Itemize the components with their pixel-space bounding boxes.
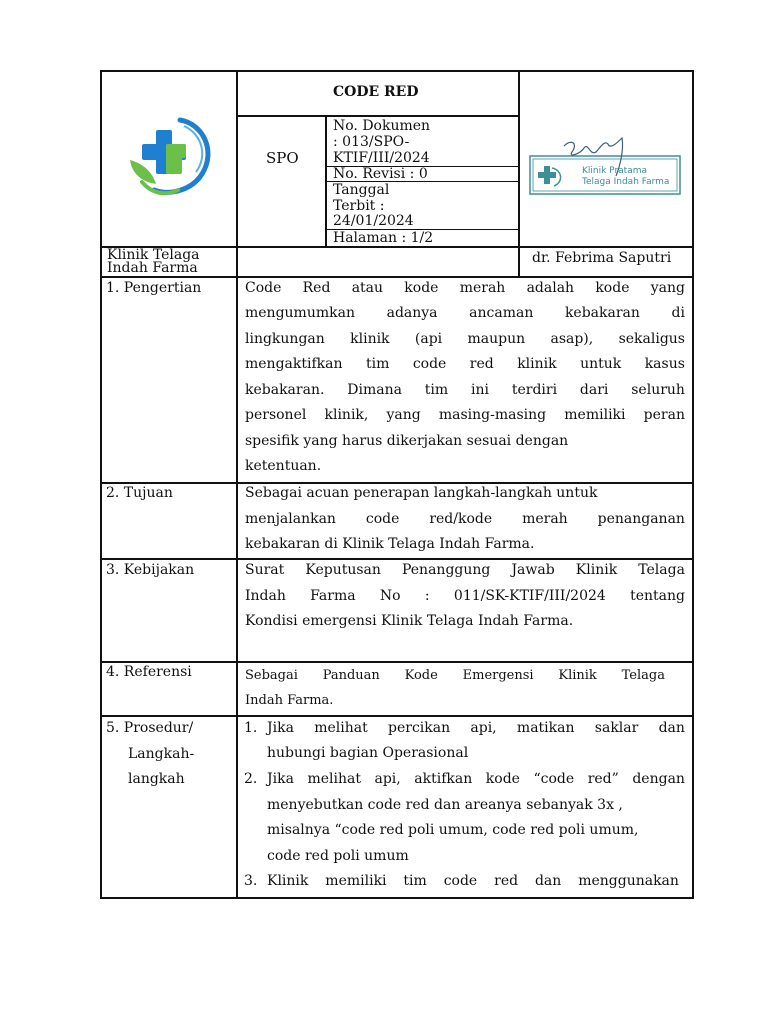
word: aktifkan xyxy=(414,771,473,787)
word: merah xyxy=(522,511,568,527)
word: dan xyxy=(658,720,685,736)
word: tentang xyxy=(630,588,685,604)
word: Surat xyxy=(245,562,285,578)
word: tim xyxy=(365,356,390,372)
medical-cross-icon xyxy=(122,112,214,200)
step-line: menyebutkan code red dan areanya sebanyak 3x , xyxy=(267,797,623,813)
word: Dimana xyxy=(347,382,402,398)
word: di xyxy=(671,305,685,321)
kebijakan-line xyxy=(245,588,685,604)
pengertian-line xyxy=(245,305,685,321)
referensi-line xyxy=(245,668,665,684)
word: merah xyxy=(459,280,506,296)
word: Panduan xyxy=(322,668,380,683)
word: kode xyxy=(595,280,630,296)
word: Kode xyxy=(404,668,438,683)
word: memiliki xyxy=(325,873,387,889)
spo-label: SPO xyxy=(266,149,299,167)
tanggal-line-1: Tanggal xyxy=(333,182,390,198)
word: Telaga xyxy=(638,562,685,578)
word: kebakaran. xyxy=(245,382,325,398)
word: Telaga xyxy=(621,668,665,683)
halaman: Halaman : 1/2 xyxy=(333,230,434,246)
word: api, xyxy=(470,720,497,736)
word: code xyxy=(412,356,447,372)
tujuan-line: kebakaran di Klinik Telaga Indah Farma. xyxy=(245,536,535,552)
step-number: 2. xyxy=(244,771,258,787)
word: penanganan xyxy=(597,511,685,527)
tanggal-line-3: 24/01/2024 xyxy=(333,213,414,229)
referensi-line: Indah Farma. xyxy=(245,693,334,708)
word: Sebagai xyxy=(245,668,298,683)
no-dokumen-line-2: : 013/SPO- xyxy=(333,134,410,150)
word: Klinik xyxy=(575,562,618,578)
word: Keputusan xyxy=(305,562,381,578)
kebijakan-line: Kondisi emergensi Klinik Telaga Indah Farma. xyxy=(245,613,574,629)
word: red xyxy=(494,873,519,889)
word: Farma xyxy=(310,588,356,604)
section-label-pengertian: 1. Pengertian xyxy=(106,280,202,296)
word: ini xyxy=(471,382,490,398)
word: percikan xyxy=(388,720,451,736)
word: klinik xyxy=(350,331,390,347)
clinic-stamp xyxy=(528,136,684,200)
word: atau xyxy=(351,280,384,296)
word: api, xyxy=(374,771,401,787)
word: matikan xyxy=(516,720,575,736)
word: klinik, xyxy=(324,407,369,423)
word: dari xyxy=(579,382,609,398)
word: kasus xyxy=(644,356,685,372)
word: Jawab xyxy=(511,562,555,578)
tanggal-line-2: Terbit : xyxy=(333,198,385,214)
word: maupun xyxy=(467,331,526,347)
step-line xyxy=(267,771,685,787)
word: peran xyxy=(643,407,685,423)
section-label-prosedur: Langkah- xyxy=(128,746,195,762)
step-line xyxy=(267,873,679,889)
word: melihat xyxy=(307,771,361,787)
word: sekaligus xyxy=(618,331,685,347)
word: kebakaran xyxy=(564,305,640,321)
section-label-kebijakan: 3. Kebijakan xyxy=(106,562,195,578)
word: untuk xyxy=(580,356,622,372)
stamp-line-2: Telaga Indah Farma xyxy=(582,177,670,187)
word: 011/SK-KTIF/III/2024 xyxy=(453,588,606,604)
word: Klinik xyxy=(267,873,309,889)
document-title: CODE RED xyxy=(333,84,419,100)
word: dengan xyxy=(632,771,685,787)
word: Indah xyxy=(245,588,286,604)
tujuan-line xyxy=(245,511,685,527)
pengertian-line xyxy=(245,382,685,398)
step-line: hubungi bagian Operasional xyxy=(267,745,469,761)
pengertian-line xyxy=(245,280,685,296)
signatory-name: dr. Febrima Saputri xyxy=(532,250,672,266)
word: lingkungan xyxy=(245,331,325,347)
word: ancaman xyxy=(469,305,534,321)
word: personel xyxy=(245,407,307,423)
word: terdiri xyxy=(511,382,558,398)
pengertian-line: ketentuan. xyxy=(245,458,322,474)
word: Red xyxy=(302,280,331,296)
word: adanya xyxy=(386,305,438,321)
no-revisi: No. Revisi : 0 xyxy=(333,166,428,182)
word: menjalankan xyxy=(245,511,336,527)
no-dokumen-line-3: KTIF/III/2024 xyxy=(333,150,430,166)
word: code xyxy=(443,873,478,889)
word: tim xyxy=(403,873,427,889)
step-number: 1. xyxy=(244,720,258,736)
word: Emergensi xyxy=(462,668,534,683)
word: red” xyxy=(587,771,619,787)
step-number: 3. xyxy=(244,873,258,889)
tujuan-line: Sebagai acuan penerapan langkah-langkah untuk xyxy=(245,485,598,501)
pengertian-line xyxy=(245,356,685,372)
word: mengumumkan xyxy=(245,305,355,321)
word: yang xyxy=(650,280,685,296)
word: yang xyxy=(386,407,421,423)
word: : xyxy=(424,588,430,604)
word: red/kode xyxy=(429,511,493,527)
word: (api xyxy=(414,331,443,347)
step-line: misalnya “code red poli umum, code red poli umum, xyxy=(267,822,639,838)
section-label-referensi: 4. Referensi xyxy=(106,664,192,680)
word: Klinik xyxy=(558,668,597,683)
pengertian-line: spesifik yang harus dikerjakan sesuai dengan xyxy=(245,433,569,449)
clinic-name-line-1: Klinik Telaga xyxy=(107,247,200,263)
clinic-name-line-2: Indah Farma xyxy=(107,260,198,276)
word: “code xyxy=(533,771,575,787)
word: code xyxy=(365,511,400,527)
word: melihat xyxy=(314,720,368,736)
pengertian-line xyxy=(245,407,685,423)
word: dan xyxy=(534,873,562,889)
section-label-tujuan: 2. Tujuan xyxy=(106,485,173,501)
step-line xyxy=(267,720,685,736)
kebijakan-line xyxy=(245,562,685,578)
clinic-logo xyxy=(122,112,214,200)
no-dokumen-line-1: No. Dokumen xyxy=(333,118,431,134)
step-line: code red poli umum xyxy=(267,848,409,864)
pengertian-line xyxy=(245,331,685,347)
word: Penanggung xyxy=(401,562,491,578)
word: tim xyxy=(424,382,449,398)
word: klinik xyxy=(517,356,557,372)
word: asap), xyxy=(550,331,594,347)
word: memiliki xyxy=(564,407,626,423)
word: masing-masing xyxy=(438,407,547,423)
word: kode xyxy=(485,771,520,787)
word: mengaktifkan xyxy=(245,356,343,372)
word: red xyxy=(469,356,494,372)
word: adalah xyxy=(526,280,575,296)
word: No xyxy=(379,588,401,604)
word: saklar xyxy=(594,720,639,736)
word: seluruh xyxy=(631,382,685,398)
section-label-prosedur: 5. Prosedur/ xyxy=(106,720,194,736)
word: Jika xyxy=(267,771,294,787)
stamp-line-1: Klinik Pratama xyxy=(582,166,647,176)
word: Jika xyxy=(267,720,294,736)
word: menggunakan xyxy=(578,873,679,889)
word: kode xyxy=(404,280,439,296)
word: Code xyxy=(245,280,282,296)
section-label-prosedur: langkah xyxy=(128,771,185,787)
